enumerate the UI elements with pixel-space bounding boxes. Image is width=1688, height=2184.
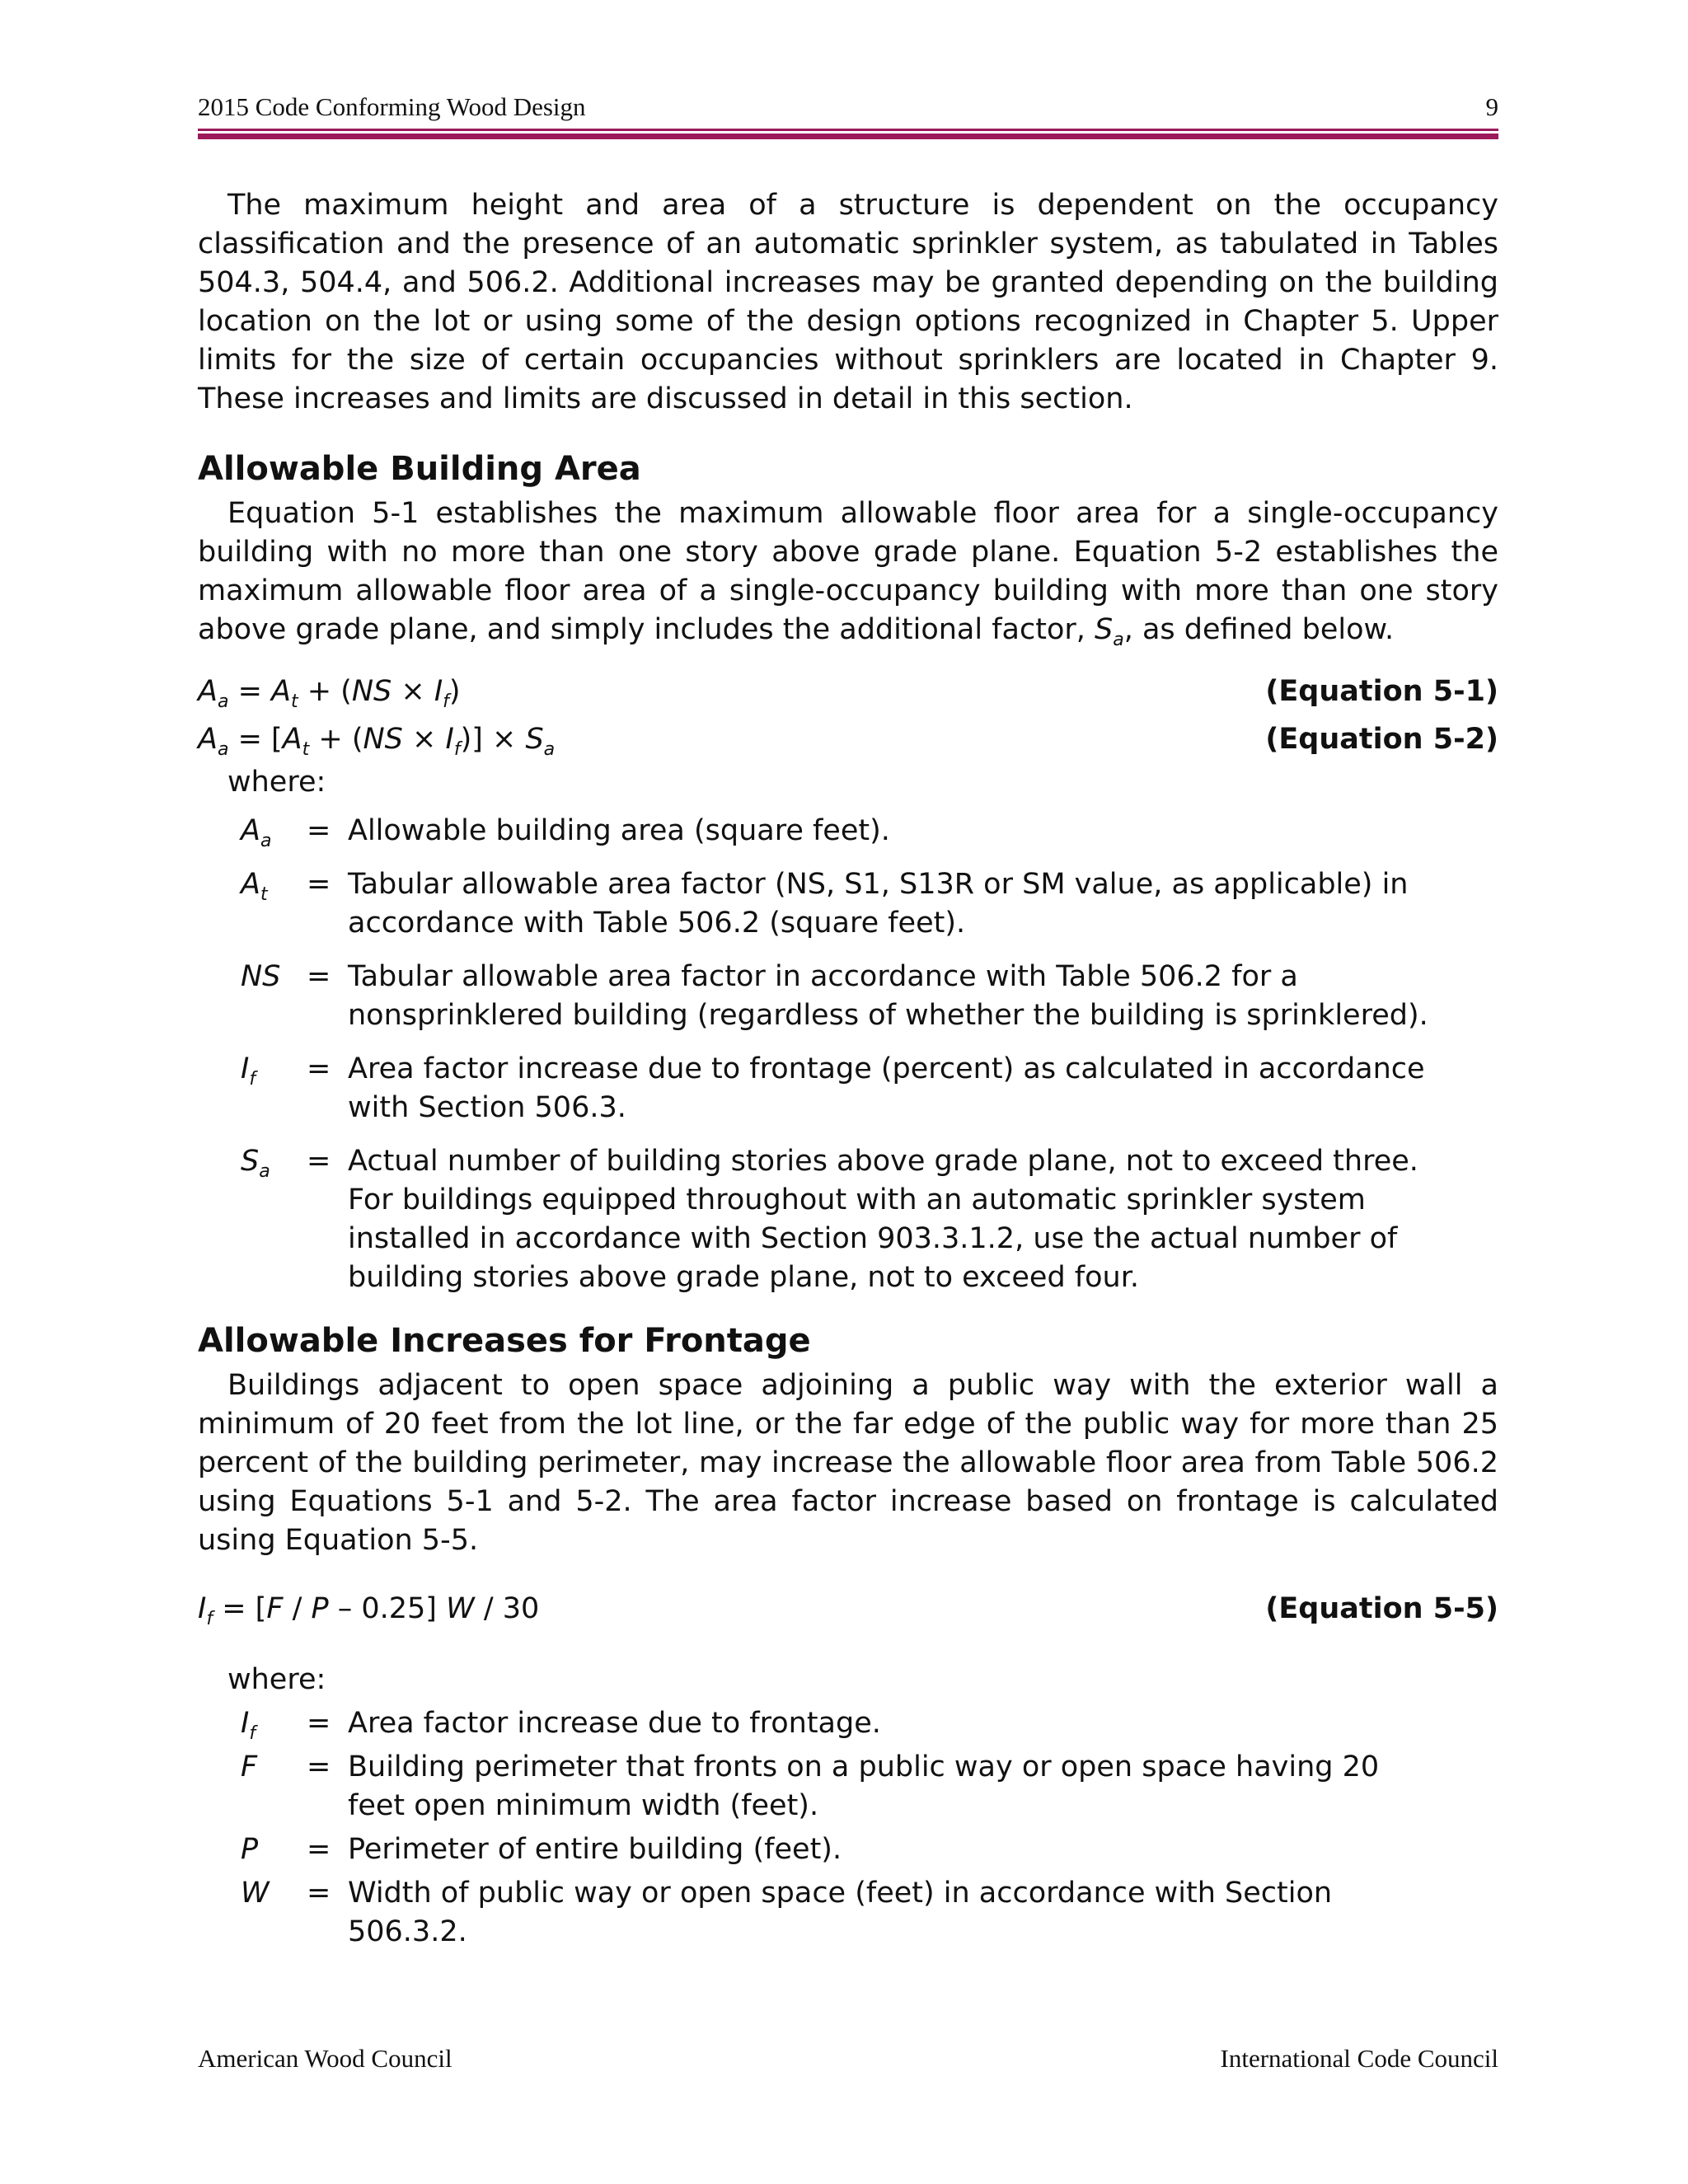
variable-definition [241,1050,1498,1127]
variable-symbol: NS [241,960,281,993]
section-heading-allowable-area: Allowable Building Area [198,450,641,488]
intro-paragraph: The maximum height and area of a structure is dependent on the occupancy classification and the presence of an automatic sprinkler system, as tabulated in Tables 504.3, 504.4, and 506.2. Additional increases may be granted depending on the building location on the lot or using some of the design options recognized in Chapter 5. Upper limits for the size of certain occupancies without sprinklers are located in Chapter 9. These increases and limits are discussed in detail in this section. [198,189,1498,415]
footer-left: American Wood Council [198,2044,452,2073]
variable-definition [241,1748,1498,1825]
section-heading-frontage: Allowable Increases for Frontage [198,1322,811,1360]
variable-description: Area factor increase due to frontage (percent) as calculated in accordance with Section 506.3. [348,1052,1425,1124]
header-rule-thick [198,134,1498,139]
page-body [198,186,1498,1952]
variable-definition [241,1142,1498,1297]
variable-description: Building perimeter that fronts on a public way or open space having 20 feet open minimum width (feet). [348,1750,1380,1822]
equals-sign: = [307,1750,331,1783]
variable-list-2 [241,1704,1498,1952]
where-label-2: where: [227,1663,326,1696]
section2-paragraph: Buildings adjacent to open space adjoining a public way with the exterior wall a minimum of 20 feet from the lot line, or the far edge of the public way for more than 25 percent of the building perimeter, may increase the allowable floor area from Table 506.2 using Equations 5-1 and 5-2. The area factor increase based on frontage is calculated using Equation 5-5. [198,1369,1498,1557]
variable-description: Actual number of building stories above grade plane, not to exceed three. For buildings equipped throughout with an automatic sprinkler system installed in accordance with Section 903.3.1.2, use the actual number of building stories above grade plane, not to exceed four. [348,1145,1418,1294]
equals-sign: = [307,1145,331,1178]
variable-symbol: $A_a$ [241,814,272,851]
section1-paragraph-var: $S_a$ [1095,613,1124,650]
equation-5-1-formula: $A_a = A_t + (NS \times I_f)$ [198,675,461,712]
equals-sign: = [307,1707,331,1740]
variable-symbol: F [241,1750,258,1783]
header-title: 2015 Code Conforming Wood Design [198,92,586,121]
equals-sign: = [307,1877,331,1910]
variable-definition [241,865,1498,943]
variable-description: Tabular allowable area factor (NS, S1, S13R or SM value, as applicable) in accordance with Table 506.2 (square feet). [348,868,1409,940]
variable-description: Perimeter of entire building (feet). [348,1833,842,1866]
variable-symbol: $S_a$ [241,1145,270,1182]
equation-5-5 [198,1585,1498,1633]
equation-5-5-formula: $I_f = [F / P - 0.25]$ W / 30 [198,1592,540,1629]
variable-definition [241,1704,1498,1743]
variable-symbol: $I_f$ [241,1707,256,1744]
variable-definition [241,1830,1498,1869]
equals-sign: = [307,1833,331,1866]
equation-5-1-label: (Equation 5-1) [1265,675,1498,708]
variable-definition [241,958,1498,1035]
equals-sign: = [307,868,331,901]
page-number: 9 [1485,92,1498,121]
equals-sign: = [307,1052,331,1085]
section1-paragraph [198,494,1498,649]
variable-description: Tabular allowable area factor in accordance with Table 506.2 for a nonsprinklered building (regardless of whether the building is sprinklered). [348,960,1428,1032]
variable-definition [241,1874,1498,1952]
variable-symbol: P [241,1833,259,1866]
variable-definition [241,812,1498,851]
variable-symbol: $I_f$ [241,1052,256,1090]
where-label-1: where: [227,766,326,799]
variable-symbol: $A_t$ [241,868,268,905]
variable-symbol: W [241,1877,270,1910]
variable-description: Area factor increase due to frontage. [348,1707,881,1740]
equals-sign: = [307,814,331,847]
variable-list-1 [241,812,1498,1297]
equation-5-1 [198,668,1498,715]
header-rule-thin [198,129,1498,131]
section1-paragraph-end: , as defined below. [1123,613,1395,646]
equation-5-2-label: (Equation 5-2) [1265,723,1498,756]
variable-description: Width of public way or open space (feet) in accordance with Section 506.3.2. [348,1877,1333,1948]
variable-description: Allowable building area (square feet). [348,814,890,847]
equation-5-2 [198,715,1498,763]
equals-sign: = [307,960,331,993]
section1-paragraph-text: Equation 5-1 establishes the maximum allowable floor area for a single-occupancy building with no more than one story above grade plane. Equation 5-2 establishes the maximum allowable floor area of a single-occupancy building with more than one story above grade plane, and simply includes the additional factor, [198,497,1498,646]
equation-5-5-label: (Equation 5-5) [1265,1592,1498,1625]
footer-right: International Code Council [1220,2044,1498,2073]
equation-5-2-formula: $A_a = [A_t + (NS \times I_f)] \times S_a$ [198,723,556,760]
